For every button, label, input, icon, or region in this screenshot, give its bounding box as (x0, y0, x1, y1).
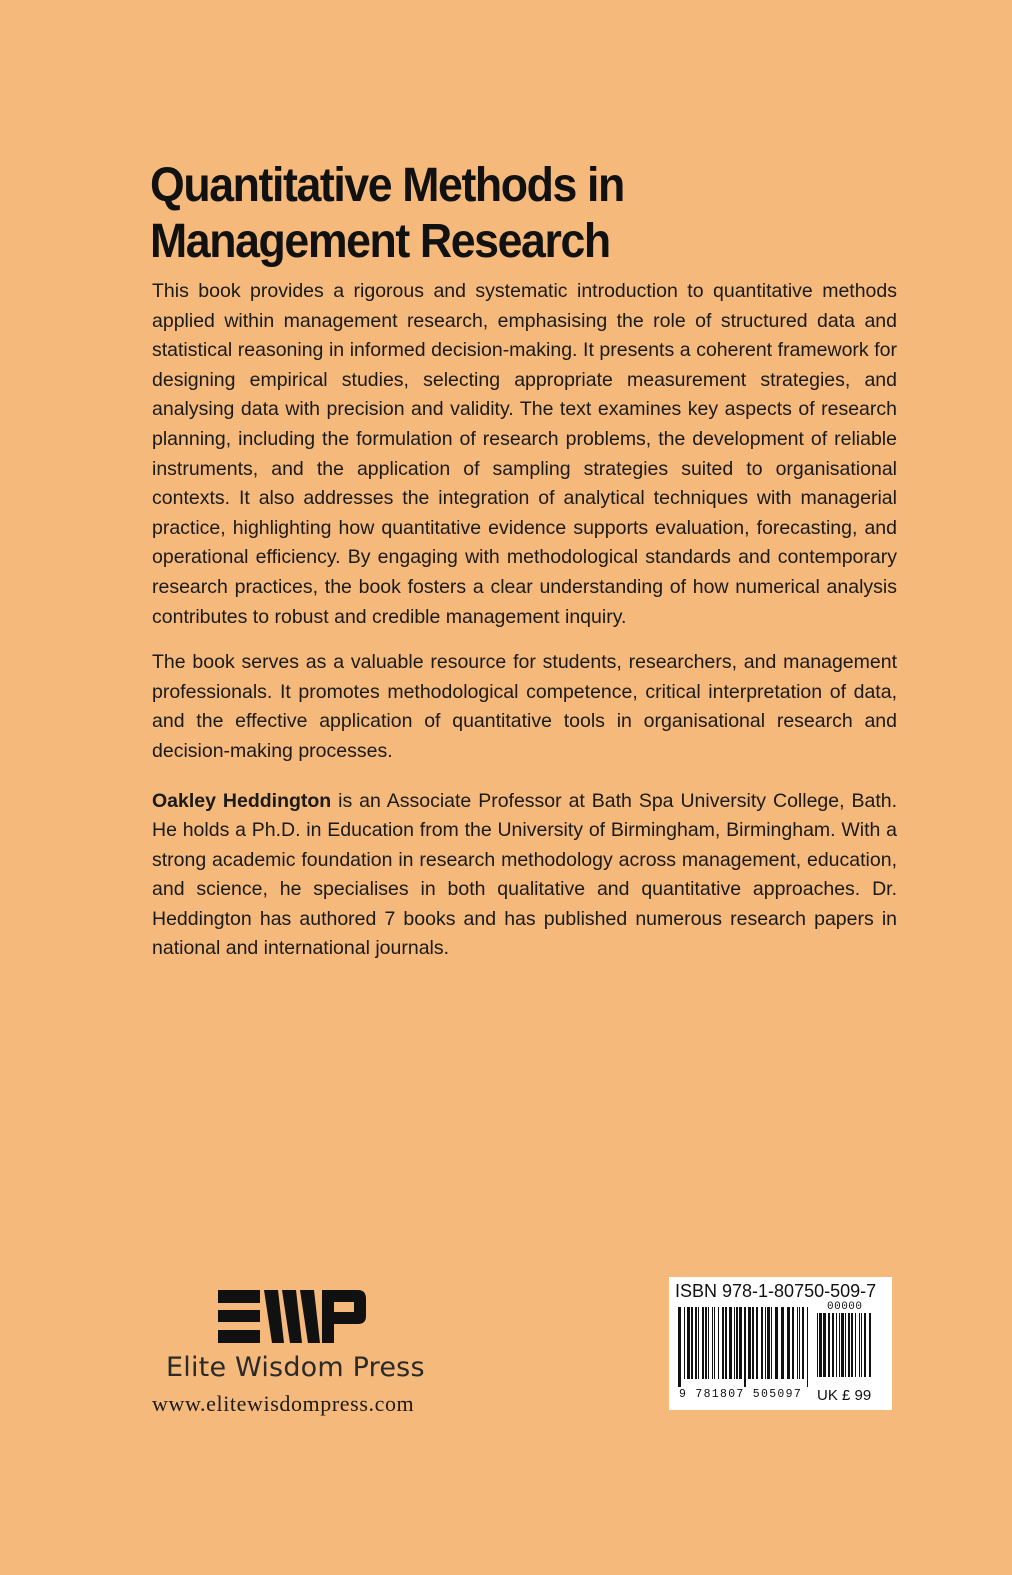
barcode-bar (725, 1307, 727, 1379)
publisher-logo (152, 1290, 442, 1420)
barcode-bar (819, 1313, 822, 1377)
barcode-bar (828, 1313, 830, 1377)
barcode-bar (767, 1307, 770, 1379)
barcode-bar (797, 1307, 798, 1379)
publisher-name: Elite Wisdom Press (166, 1352, 425, 1383)
barcode-bar (756, 1307, 758, 1379)
barcode-bar (687, 1307, 690, 1379)
isbn-barcode (669, 1277, 892, 1410)
price-label: UK £ 99 (817, 1387, 872, 1404)
barcode-bar (848, 1313, 850, 1377)
isbn-label: ISBN 978-1-80750-509-7 (675, 1281, 877, 1301)
barcode-bar (705, 1307, 707, 1379)
barcode-bar (817, 1313, 818, 1377)
barcode-bar (748, 1307, 751, 1379)
barcode-bar (684, 1307, 685, 1379)
barcode-bar (771, 1307, 772, 1379)
barcode-bar (695, 1307, 697, 1379)
author-name: Oakley Heddington (152, 789, 332, 812)
barcode-bar (855, 1313, 856, 1377)
blurb-paragraph-1: This book provides a rigorous and systematic introduction to quantitative methods applied within management research, emphasising the role of structured data and statistical reasoning in informed decision-making. It presents a coherent framework for designing empirical studies, selecting appropriate measurement strategies, and analysing data with precision and validity. The text examines key aspects of research planning, including the formulation of research problems, the development of reliable instruments, and the application of sampling strategies suited to organisational contexts. It also addresses the integration of analytical techniques with managerial practice, highlighting how quantitative evidence supports evaluation, forecasting, and operational efficiency. By engaging with methodological standards and contemporary research practices, the book fosters a clear understanding of how numerical analysis contributes to robust and credible management inquiry. (152, 280, 897, 628)
barcode-bar (734, 1307, 735, 1379)
barcode-bar (739, 1307, 742, 1379)
barcode-bar (836, 1313, 837, 1377)
barcode-bar (698, 1307, 699, 1379)
barcode-bar (722, 1307, 724, 1379)
author-bio (152, 787, 897, 965)
barcode-bar (714, 1307, 715, 1379)
barcode-bar (841, 1313, 844, 1377)
addon-barcode-bars (817, 1313, 875, 1377)
title-line-2: Management Research (150, 215, 610, 268)
barcode-bar (864, 1313, 866, 1377)
barcode-bar (787, 1307, 790, 1379)
barcode-bar (807, 1307, 808, 1387)
barcode-bar (781, 1307, 784, 1379)
barcode-bar (744, 1307, 746, 1387)
ewp-logo-icon (218, 1290, 366, 1344)
barcode-bar (799, 1307, 800, 1379)
book-title (150, 158, 820, 270)
barcode-bar (839, 1313, 840, 1377)
barcode-bar (702, 1307, 704, 1379)
barcode-bar (736, 1307, 738, 1379)
barcode-bar (845, 1313, 846, 1377)
barcode-bar (823, 1313, 826, 1377)
publisher-url: www.elitewisdompress.com (152, 1391, 415, 1416)
barcode-bar (765, 1307, 766, 1379)
barcode-bar (718, 1307, 719, 1379)
barcode-bar (869, 1313, 871, 1377)
barcode-bar (678, 1307, 681, 1387)
ean-barcode-bars (678, 1307, 810, 1387)
barcode-bar (752, 1307, 754, 1379)
addon-digits: 00000 (827, 1301, 863, 1313)
barcode-bar (851, 1313, 853, 1377)
blurb-paragraph-2: The book serves as a valuable resource for students, researchers, and management professionals. It promotes methodological competence, critical interpretation of data, and the effective application of quantitative tools in organisational research and decision-making processes. (152, 651, 897, 762)
author-bio-text: is an Associate Professor at Bath Spa University College, Bath. He holds a Ph.D. in Education from the University of Birmingham, Birmingham. With a strong academic foundation in research methodology across management, education, and science, he specialises in both qualitative and quantitative approaches. Dr. Heddington has authored 7 books and has published numerous research papers in national and international journals. (152, 789, 897, 960)
barcode-bar (861, 1313, 862, 1377)
barcode-bar (691, 1307, 693, 1379)
barcode-bar (859, 1313, 860, 1377)
blurb (152, 277, 897, 964)
barcode-bar (761, 1307, 763, 1379)
barcode-bar (792, 1307, 794, 1379)
barcode-bar (712, 1307, 713, 1379)
barcode-bar (708, 1307, 709, 1379)
barcode-bar (802, 1307, 804, 1379)
barcode-bar (832, 1313, 834, 1377)
barcode-bar (729, 1307, 732, 1379)
title-line-1: Quantitative Methods in (150, 159, 624, 212)
barcode-bar (775, 1307, 778, 1379)
ean-digits: 9 781807 505097 (679, 1388, 803, 1401)
